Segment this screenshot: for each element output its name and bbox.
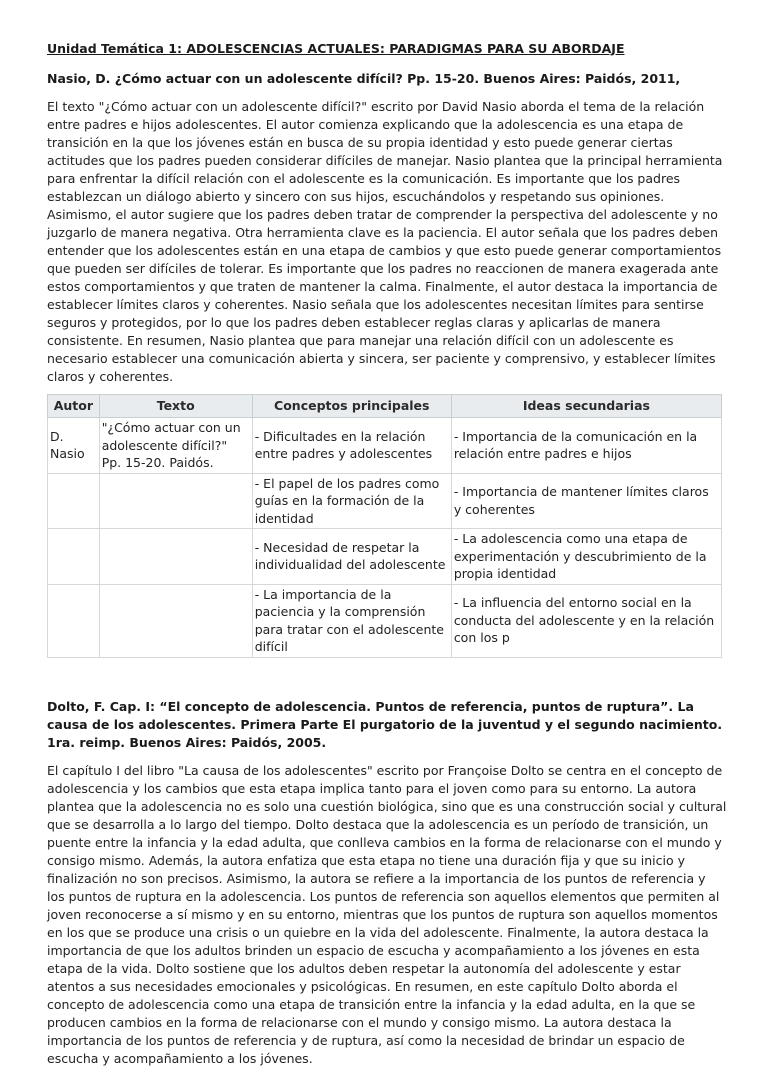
cell-autor: [48, 473, 100, 529]
header-texto: Texto: [99, 395, 252, 418]
header-autor: Autor: [48, 395, 100, 418]
cell-concepto: - La importancia de la paciencia y la comprensión para tratar con el adolescente difícil: [252, 584, 451, 657]
section-spacer: [47, 658, 727, 698]
cell-idea: - Importancia de mantener límites claros y coherentes: [451, 473, 721, 529]
cell-texto: [99, 584, 252, 657]
cell-idea: - La adolescencia como una etapa de experimentación y descubrimiento de la propia identidad: [451, 529, 721, 585]
table-header-row: [48, 395, 722, 418]
header-ideas: Ideas secundarias: [451, 395, 721, 418]
table-row: [48, 584, 722, 657]
header-conceptos: Conceptos principales: [252, 395, 451, 418]
cell-autor: [48, 584, 100, 657]
cell-concepto: - El papel de los padres como guías en la formación de la identidad: [252, 473, 451, 529]
cell-autor: [48, 529, 100, 585]
cell-concepto: - Necesidad de respetar la individualidad del adolescente: [252, 529, 451, 585]
summary-nasio: El texto "¿Cómo actuar con un adolescente difícil?" escrito por David Nasio aborda el tema de la relación entre padres e hijos adolescentes. El autor comienza explicando que la adolescencia es una etapa de transición en la que los jóvenes están en busca de su propia identidad y esto puede generar ciertas actitudes que los padres pueden considerar difíciles de manejar. Nasio plantea que la principal herramienta para enfrentar la difícil relación con el adolescente es la comunicación. Es importante que los padres establezcan un diálogo abierto y sincero con sus hijos, escuchándolos y respetando sus opiniones. Asimismo, el autor sugiere que los padres deben tratar de comprender la perspectiva del adolescente y no juzgarlo de manera negativa. Otra herramienta clave es la paciencia. El autor señala que los padres deben entender que los adolescentes están en una etapa de cambios y que esto puede generar comportamientos que pueden ser difíciles de tolerar. Es importante que los padres no reaccionen de manera exagerada ante estos comportamientos y que traten de mantener la calma. Finalmente, el autor destaca la importancia de establecer límites claros y coherentes. Nasio señala que los adolescentes necesitan límites para sentirse seguros y protegidos, por lo que los padres deben establecer reglas claras y aplicarlas de manera consistente. En resumen, Nasio plantea que para manejar una relación difícil con un adolescente es necesario establecer una comunicación abierta y sincera, ser paciente y comprensivo, y establecer límites claros y coherentes.: [47, 99, 723, 384]
document-page: [47, 40, 727, 1068]
cell-texto: "¿Cómo actuar con un adolescente difícil?" Pp. 15-20. Paidós.: [99, 418, 252, 474]
cell-idea: - La influencia del entorno social en la conducta del adolescente y en la relación con los p: [451, 584, 721, 657]
cell-texto: [99, 473, 252, 529]
table-row: [48, 473, 722, 529]
cell-texto: [99, 529, 252, 585]
cell-concepto: - Dificultades en la relación entre padres y adolescentes: [252, 418, 451, 474]
cell-idea: - Importancia de la comunicación en la relación entre padres e hijos: [451, 418, 721, 474]
table-row: [48, 529, 722, 585]
cell-autor: D. Nasio: [48, 418, 100, 474]
unit-title: Unidad Temática 1: ADOLESCENCIAS ACTUALES: PARADIGMAS PARA SU ABORDAJE: [47, 41, 625, 56]
table-row: [48, 418, 722, 474]
reference-nasio: Nasio, D. ¿Cómo actuar con un adolescente difícil? Pp. 15-20. Buenos Aires: Paidós, 2011,: [47, 71, 681, 86]
summary-table: [47, 394, 722, 658]
reference-dolto: Dolto, F. Cap. I: “El concepto de adolescencia. Puntos de referencia, puntos de ruptura”. La causa de los adolescentes. Primera Parte El purgatorio de la juventud y el segundo nacimiento. 1ra. reimp. Buenos Aires: Paidós, 2005.: [47, 698, 723, 750]
summary-dolto: El capítulo I del libro "La causa de los adolescentes" escrito por Françoise Dolto se centra en el concepto de adolescencia y los cambios que esta etapa implica tanto para el joven como para su entorno. La autora plantea que la adolescencia no es solo una cuestión biológica, sino que es una construcción social y cultural que se desarrolla a lo largo del tiempo. Dolto destaca que la adolescencia es un período de transición, un puente entre la infancia y la edad adulta, que conlleva cambios en la forma de relacionarse con el mundo y consigo mismo. Además, la autora enfatiza que esta etapa no tiene una duración fija y que su inicio y finalización no son precisos. Asimismo, la autora se refiere a la importancia de los puntos de referencia y los puntos de ruptura en la adolescencia. Los puntos de referencia son aquellos elementos que permiten al joven reconocerse a sí mismo y en su entorno, mientras que los puntos de ruptura son aquellos momentos en los que se produce una crisis o un quiebre en la vida del adolescente. Finalmente, la autora destaca la importancia de que los adultos brinden un espacio de escucha y acompañamiento a los jóvenes en esta etapa de la vida. Dolto sostiene que los adultos deben respetar la autonomía del adolescente y estar atentos a sus necesidades emocionales y psicológicas. En resumen, en este capítulo Dolto aborda el concepto de adolescencia como una etapa de transición entre la infancia y la edad adulta, en la que se producen cambios en la forma de relacionarse con el mundo y consigo mismo. La autora destaca la importancia de los puntos de referencia y de ruptura, así como la necesidad de brindar un espacio de escucha y acompañamiento a los jóvenes.: [47, 762, 727, 1066]
